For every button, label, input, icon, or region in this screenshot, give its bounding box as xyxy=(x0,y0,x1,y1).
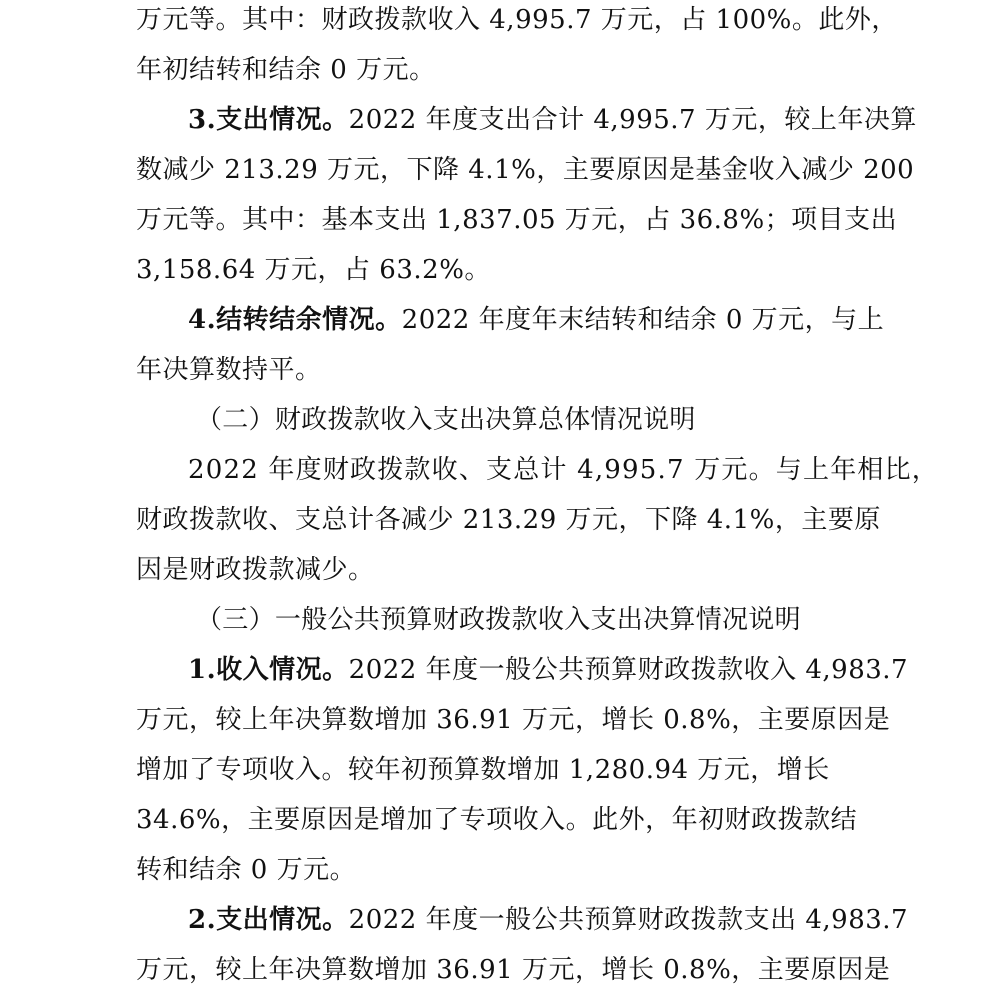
body-text-line: 万元等。其中：财政拨款收入 4,995.7 万元，占 100%。此外， xyxy=(136,5,898,35)
body-text-line: 万元，较上年决算数增加 36.91 万元，增长 0.8%，主要原因是 xyxy=(136,705,891,735)
paragraph-3-expenditure: 3.支出情况。2022 年度支出合计 4,995.7 万元，较上年决算 xyxy=(188,105,917,135)
section-heading-2: （二）财政拨款收入支出决算总体情况说明 xyxy=(196,405,696,435)
section-heading-inline: 1.收入情况。 xyxy=(188,655,349,685)
body-text-line: 年决算数持平。 xyxy=(136,355,322,385)
body-text-line: 因是财政拨款减少。 xyxy=(136,555,375,585)
body-text-line: 3,158.64 万元，占 63.2%。 xyxy=(136,255,491,285)
section-heading-3: （三）一般公共预算财政拨款收入支出决算情况说明 xyxy=(196,605,801,635)
paragraph-1-income: 1.收入情况。2022 年度一般公共预算财政拨款收入 4,983.7 xyxy=(188,655,909,685)
body-text-line: 数减少 213.29 万元，下降 4.1%，主要原因是基金收入减少 200 xyxy=(136,155,915,185)
paragraph-4-carryover: 4.结转结余情况。2022 年度年末结转和结余 0 万元，与上 xyxy=(188,305,885,335)
paragraph-2-expenditure: 2.支出情况。2022 年度一般公共预算财政拨款支出 4,983.7 xyxy=(188,905,909,935)
body-text-line: 万元等。其中：基本支出 1,837.05 万元，占 36.8%；项目支出 xyxy=(136,205,898,235)
body-text-line: 2022 年度财政拨款收、支总计 4,995.7 万元。与上年相比， xyxy=(188,455,940,485)
section-heading-inline: 4.结转结余情况。 xyxy=(188,305,402,335)
body-text-line: 年初结转和结余 0 万元。 xyxy=(136,55,436,85)
section-heading-inline: 2.支出情况。 xyxy=(188,905,349,935)
section-heading-inline: 3.支出情况。 xyxy=(188,105,349,135)
body-text-line: 万元，较上年决算数增加 36.91 万元，增长 0.8%，主要原因是 xyxy=(136,955,891,985)
body-text-line: 增加了专项收入。较年初预算数增加 1,280.94 万元，增长 xyxy=(136,755,830,785)
body-text-line: 34.6%，主要原因是增加了专项收入。此外，年初财政拨款结 xyxy=(136,805,858,835)
body-text-line: 财政拨款收、支总计各减少 213.29 万元，下降 4.1%，主要原 xyxy=(136,505,881,535)
body-text-line: 转和结余 0 万元。 xyxy=(136,855,357,885)
